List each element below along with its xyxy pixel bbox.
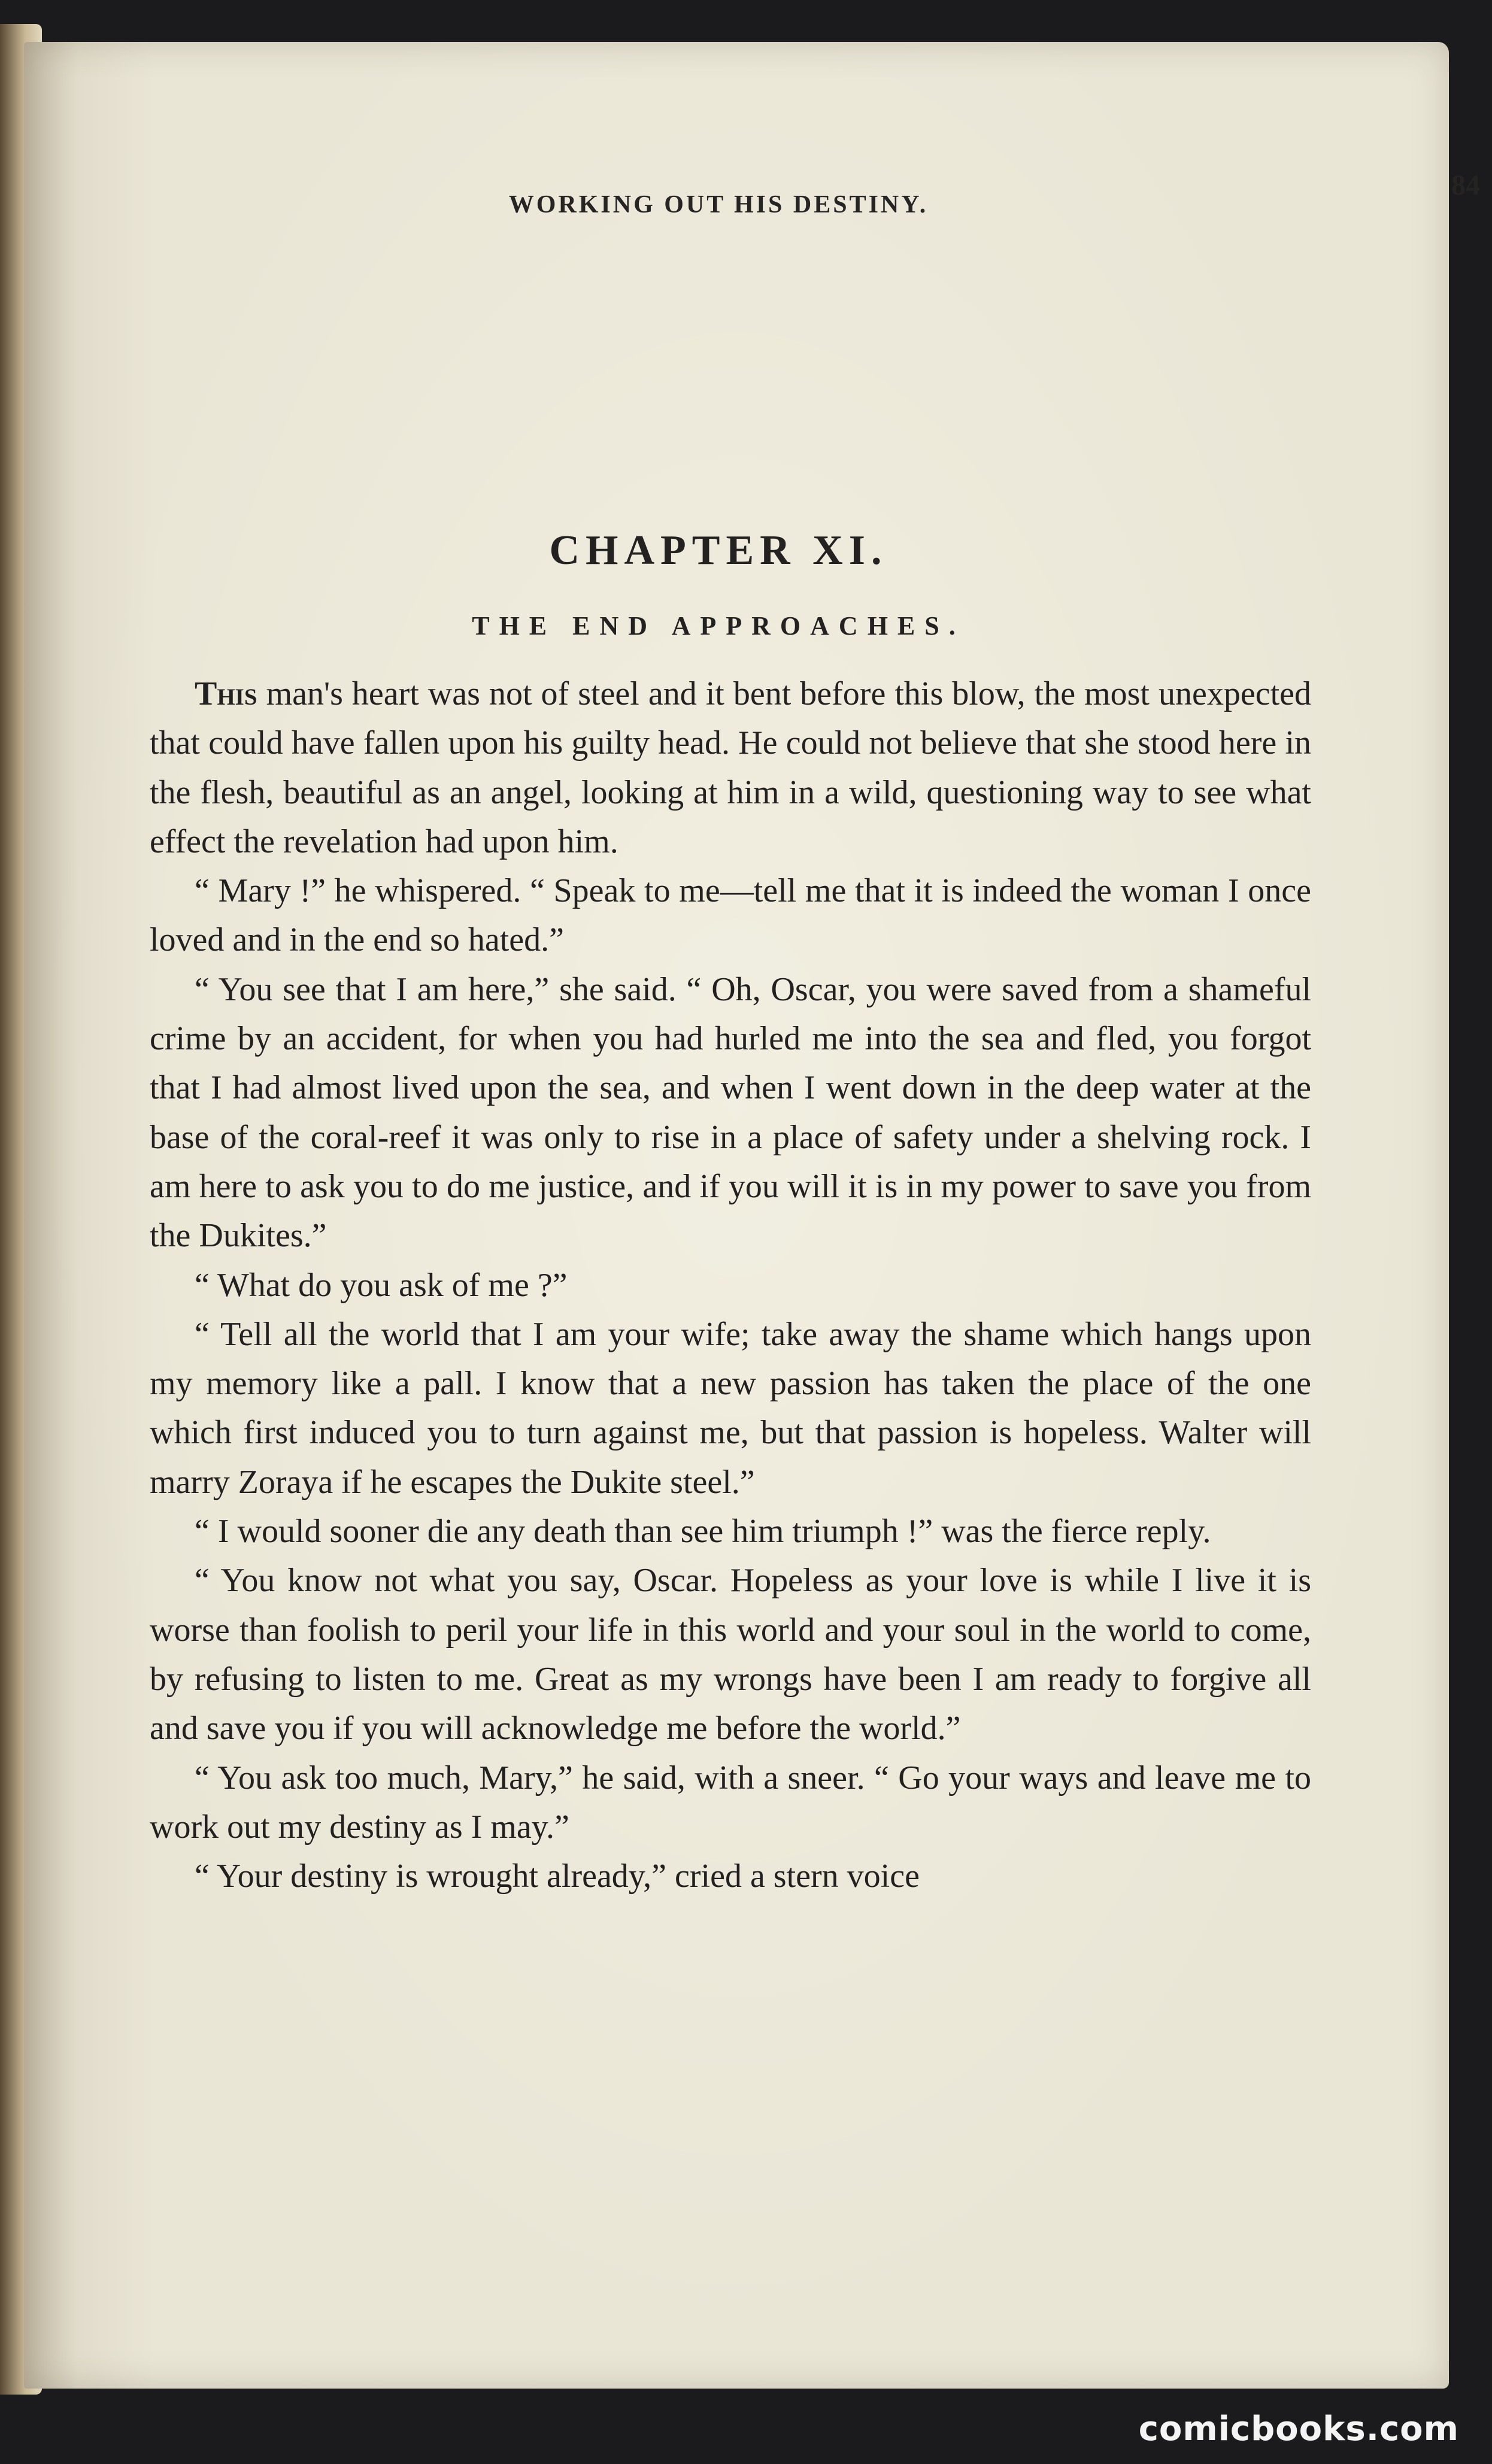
page-number: 84 — [1451, 169, 1480, 201]
paragraph-7: “ You know not what you say, Oscar. Hopeless as your love is while I live it is worse than foolish to peril your life in this world and your soul in the world to come, by refusing to listen to me. Great as my wrongs have been I am ready to forgive all and save you if you will acknowledge me before the world.” — [150, 1562, 1311, 1747]
paragraph-3: “ You see that I am here,” she said. “ Oh, Oscar, you were saved from a shameful crime by an accident, for when you had hurled me into the sea and fled, you forgot that I had almost lived upon the sea, and when I went down in the deep water at the base of the coral-reef it was only to rise in a place of safety under a shelving rock. I am here to ask you to do me justice, and if you will it is in my power to save you from the Dukites.” — [150, 970, 1311, 1255]
paragraph-4: “ What do you ask of me ?” — [195, 1266, 568, 1304]
paragraph-5: “ Tell all the world that I am your wife; take away the shame which hangs upon my memory like a pall. I know that a new passion has taken the place of the one which first induced you to turn against me, but that passion is hopeless. Walter will marry Zoraya if he escapes the Dukite steel.” — [150, 1315, 1311, 1501]
chapter-title: CHAPTER XI. — [549, 527, 888, 573]
paragraph-1 — [150, 669, 1311, 866]
running-head: WORKING OUT HIS DESTINY. — [508, 191, 929, 219]
paragraph-8: “ You ask too much, Mary,” he said, with a sneer. “ Go your ways and leave me to work out my destiny as I may.” — [150, 1759, 1311, 1846]
drop-word: This — [195, 675, 257, 712]
watermark-logo: comicbooks.com — [1138, 2410, 1459, 2448]
chapter-subtitle: THE END APPROACHES. — [472, 611, 965, 641]
paragraph-text: man's heart was not of steel and it bent before this blow, the most unexpected that could have fallen upon his guilty head. He could not believe that she stood here in the flesh, beautiful as an angel, looking at him in a wild, questioning way to see what effect the revelation had upon him. — [150, 675, 1311, 860]
body-text — [150, 669, 1311, 1901]
paragraph-2: “ Mary !” he whispered. “ Speak to me—tell me that it is indeed the woman I once loved and in the end so hated.” — [150, 872, 1311, 959]
paragraph-6: “ I would sooner die any death than see him triumph !” was the fierce reply. — [195, 1513, 1211, 1550]
paragraph-9: “ Your destiny is wrought already,” cried a stern voice — [195, 1858, 920, 1895]
